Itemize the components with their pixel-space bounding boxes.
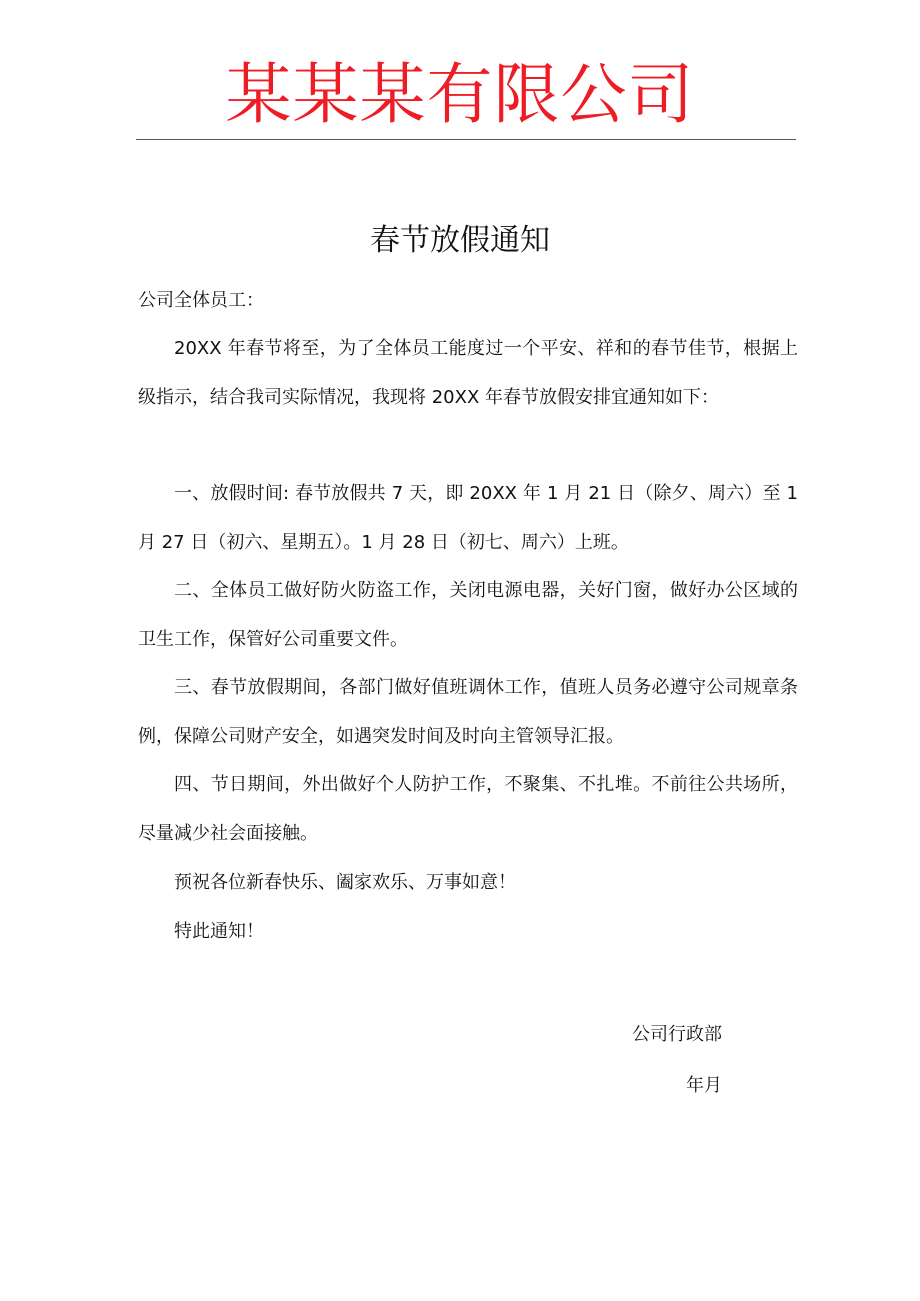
letterhead-divider [136, 139, 796, 140]
letterhead-company-name: 某某某有限公司 [225, 56, 695, 133]
notice-paragraph-holiday-time: 一、放假时间: 春节放假共 7 天，即 20XX 年 1 月 21 日（除夕、周六）至 1 月 27 日（初六、星期五）。1 月 28 日（初七、周六）上班。 [138, 483, 798, 553]
signature-department: 公司行政部 [632, 1024, 722, 1045]
notice-title: 春节放假通知 [370, 223, 550, 258]
notice-salutation: 公司全体员工： [138, 290, 264, 311]
notice-paragraph-duty: 三、春节放假期间，各部门做好值班调休工作，值班人员务必遵守公司规章条例，保障公司财产安全，如遇突发时间及时向主管领导汇报。 [138, 677, 798, 747]
notice-paragraph-safety: 二、全体员工做好防火防盗工作，关闭电源电器，关好门窗，做好办公区域的卫生工作，保管好公司重要文件。 [138, 580, 798, 650]
notice-paragraph-intro: 20XX 年春节将至，为了全体员工能度过一个平安、祥和的春节佳节，根据上级指示，结合我司实际情况，我现将 20XX 年春节放假安排宜通知如下： [138, 338, 798, 408]
notice-paragraph-wishes: 预祝各位新春快乐、阖家欢乐、万事如意！ [174, 872, 516, 893]
notice-paragraph-closing: 特此通知！ [174, 921, 264, 942]
notice-paragraph-protection: 四、节日期间，外出做好个人防护工作，不聚集、不扎堆。不前往公共场所，尽量减少社会面接触。 [138, 774, 798, 844]
signature-date: 年月 [686, 1075, 722, 1096]
